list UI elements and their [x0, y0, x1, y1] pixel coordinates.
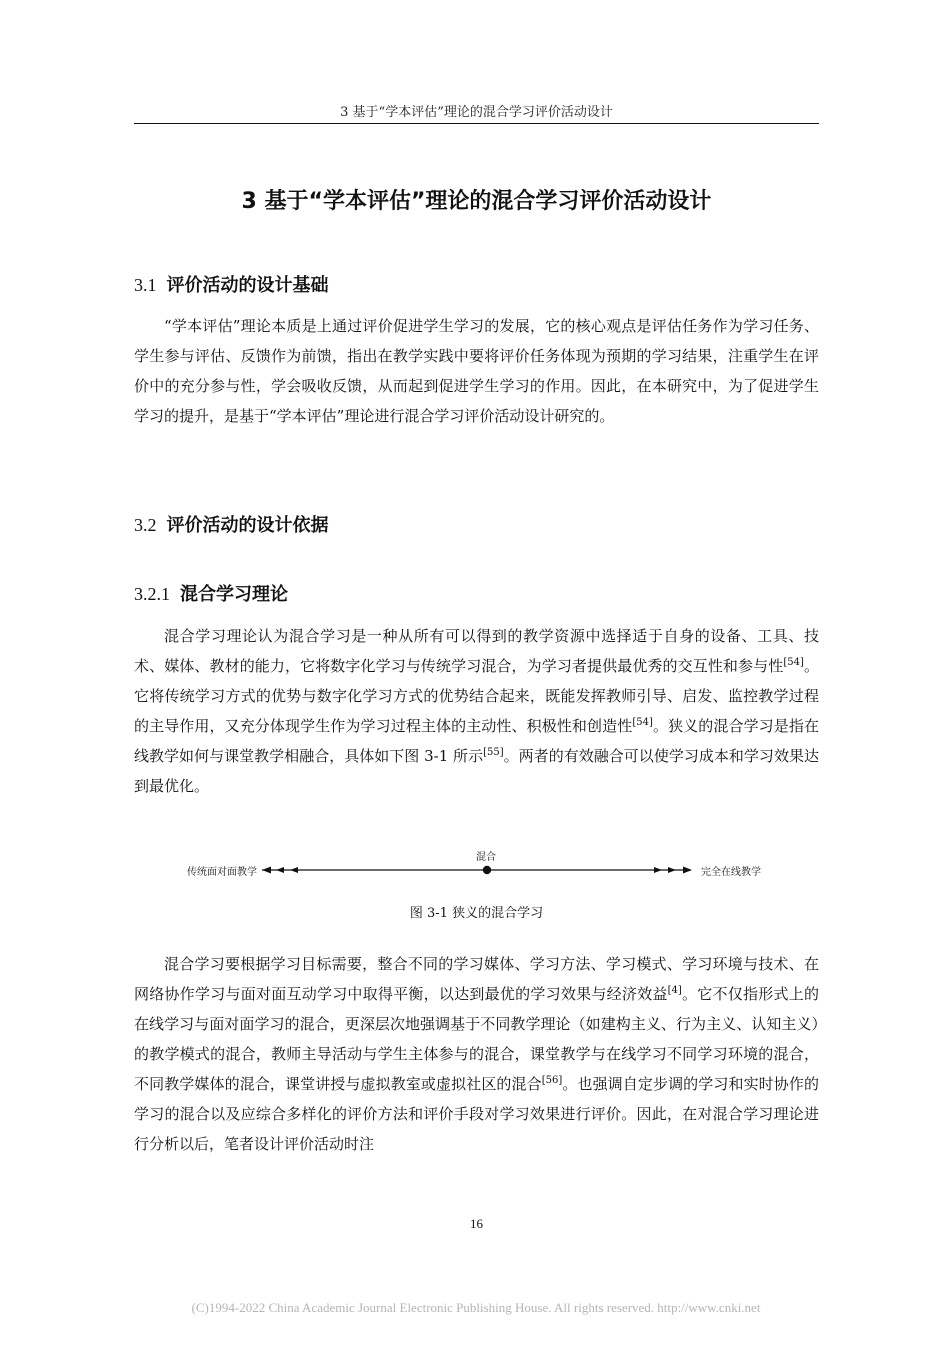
figure-center-label: 混合 — [476, 852, 496, 863]
page-number: 16 — [470, 1216, 483, 1231]
text-run: 。它不仅指形式上的在线学习与面对面学习的混合，更深层次地强调基于不同教学理论（如建构主义、行为主义、认知主义）的教学模式的混合，教师主导活动与学生主体参与的混合，课堂教学与在线学习不同学习环境的混合，不同教学媒体的混合，课堂讲授与虚拟教室或虚拟社区的混合 — [134, 985, 819, 1093]
copyright-watermark: (C)1994-2022 China Academic Journal Electronic Publishing House. All rights reserved. http://www.cnki.net — [191, 1300, 761, 1315]
left-arrow-head — [290, 867, 298, 873]
left-arrow-head — [262, 867, 271, 874]
text-run: 混合学习要根据学习目标需要，整合不同的学习媒体、学习方法、学习模式、学习环境与技术、在网络协作学习与面对面互动学习中取得平衡，以达到最优的学习效果与经济效益 — [134, 955, 819, 1003]
figure-left-label: 传统面对面教学 — [187, 867, 257, 878]
citation: [56] — [541, 1075, 563, 1086]
section-title: 评价活动的设计基础 — [166, 275, 329, 296]
figure-caption: 图 3-1 狭义的混合学习 — [409, 906, 544, 921]
left-arrow-head — [276, 867, 284, 873]
right-arrow-head — [683, 867, 692, 874]
section-number: 3.2.1 — [134, 584, 170, 604]
center-point — [483, 866, 491, 874]
figure-right-label: 完全在线教学 — [701, 867, 761, 878]
section-title: 混合学习理论 — [180, 584, 288, 605]
chapter-title: 3 基于“学本评估”理论的混合学习评价活动设计 — [241, 189, 712, 214]
right-arrow-head — [668, 867, 676, 873]
section-title: 评价活动的设计依据 — [166, 515, 329, 536]
running-head: 3 基于“学本评估”理论的混合学习评价活动设计 — [340, 105, 613, 120]
citation: [4] — [667, 985, 682, 996]
paragraph-blended-learning-2 — [134, 949, 819, 1159]
text-run: 。也强调自定步调的学习和实时协作的学习的混合以及应综合多样化的评价方法和评价手段对学习效果进行评价。因此，在对混合学习理论进行分析以后，笔者设计评价活动时注 — [134, 1075, 819, 1153]
text-run: 。狭义的混合学习是指在线教学如何与课堂教学相融合，具体如下图 3-1 所示 — [134, 717, 819, 765]
paragraph-3-1: “学本评估”理论本质是上通过评价促进学生学习的发展，它的核心观点是评估任务作为学习任务、学生参与评估、反馈作为前馈，指出在教学实践中要将评价任务体现为预期的学习结果，注重学生在评价中的充分参与性，学会吸收反馈，从而起到促进学生学习的作用。因此，在本研究中，为了促进学生学习的提升，是基于“学本评估”理论进行混合学习评价活动设计研究的。 — [134, 317, 819, 425]
citation: [54] — [632, 717, 653, 728]
citation: [54] — [783, 657, 804, 668]
section-number: 3.2 — [134, 515, 157, 535]
text-run: 混合学习理论认为混合学习是一种从所有可以得到的教学资源中选择适于自身的设备、工具、技术、媒体、教材的能力，它将数字化学习与传统学习混合，为学习者提供最优秀的交互性和参与性 — [134, 627, 819, 675]
citation: [55] — [483, 747, 504, 758]
section-number: 3.1 — [134, 275, 157, 295]
text-run: 。两者的有效融合可以使学习成本和学习效果达到最优化。 — [134, 747, 819, 795]
right-arrow-head — [654, 867, 662, 873]
text-run: 。它将传统学习方式的优势与数字化学习方式的优势结合起来，既能发挥教师引导、启发、监控教学过程的主导作用，又充分体现学生作为学习过程主体的主动性、积极性和创造性 — [134, 657, 819, 735]
